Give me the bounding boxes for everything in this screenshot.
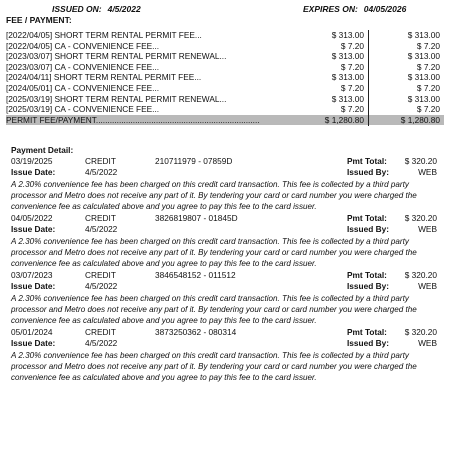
payment-reference: 3826819807 - 01845D — [155, 213, 238, 223]
expires-label: EXPIRES ON: — [303, 4, 358, 14]
payment-entry — [11, 213, 441, 269]
pmt-total-value: $ 320.20 — [404, 327, 437, 337]
fee-amount: $ 313.00 — [331, 51, 364, 62]
payment-method: CREDIT — [85, 213, 116, 223]
issue-date-value: 4/5/2022 — [85, 167, 118, 177]
pmt-total-label: Pmt Total: — [347, 213, 387, 223]
fee-amount: $ 313.00 — [331, 30, 364, 40]
payment-date: 04/05/2022 — [11, 213, 53, 223]
issue-date-value: 4/5/2022 — [85, 281, 118, 291]
issued-by-label: Issued By: — [347, 224, 389, 234]
fee-row — [6, 62, 444, 73]
issued-by-label: Issued By: — [347, 338, 389, 348]
payment-entry — [11, 270, 441, 326]
fee-paid: $ 7.20 — [416, 40, 440, 51]
fee-paid: $ 7.20 — [416, 61, 440, 72]
payment-detail-title: Payment Detail: — [11, 145, 74, 155]
pmt-total-label: Pmt Total: — [347, 270, 387, 280]
issued-value: 4/5/2022 — [107, 4, 141, 14]
fee-desc: [2023/03/07] CA - CONVENIENCE FEE... — [6, 61, 160, 72]
fee-total-paid: $ 1,280.80 — [400, 114, 440, 125]
fee-paid: $ 313.00 — [407, 51, 440, 62]
fee-paid: $ 7.20 — [416, 104, 440, 115]
convenience-fee-note: A 2.30% convenience fee has been charged on this credit card transaction. This fee is collected by a third party processor and Metro does not receive any part of it. By tendering your card or card number you were charged the convenience fee as calculated above and you agree to pay this fee to the card issuer. — [11, 351, 417, 382]
fee-total-amount: $ 1,280.80 — [324, 114, 364, 125]
payment-entry — [11, 156, 441, 212]
fee-desc: [2025/03/19] CA - CONVENIENCE FEE... — [6, 104, 160, 115]
issued-label: ISSUED ON: — [52, 4, 102, 14]
convenience-fee-note: A 2.30% convenience fee has been charged on this credit card transaction. This fee is collected by a third party processor and Metro does not receive any part of it. By tendering your card or card number you were charged the convenience fee as calculated above and you agree to pay this fee to the card issuer. — [11, 294, 417, 325]
fee-amount: $ 7.20 — [340, 104, 364, 115]
issued-by-label: Issued By: — [347, 167, 389, 177]
fee-row — [6, 83, 444, 94]
fee-total-desc: PERMIT FEE/PAYMENT....................................................................... — [6, 114, 260, 125]
fee-amount: $ 313.00 — [331, 93, 364, 104]
pmt-total-value: $ 320.20 — [404, 270, 437, 280]
fee-desc: [2025/03/19] SHORT TERM RENTAL PERMIT RENEWAL... — [6, 93, 227, 104]
fee-row — [6, 51, 444, 62]
pmt-total-label: Pmt Total: — [347, 327, 387, 337]
convenience-fee-note: A 2.30% convenience fee has been charged on this credit card transaction. This fee is collected by a third party processor and Metro does not receive any part of it. By tendering your card or card number you were charged the convenience fee as calculated above and you agree to pay this fee to the card issuer. — [11, 180, 417, 211]
issue-date-value: 4/5/2022 — [85, 224, 118, 234]
fee-total-row — [6, 115, 444, 126]
fee-desc: [2023/03/07] SHORT TERM RENTAL PERMIT RENEWAL... — [6, 51, 227, 62]
expires-on — [303, 4, 406, 14]
payment-entry — [11, 327, 441, 383]
issued-on — [52, 4, 141, 14]
issued-by-label: Issued By: — [347, 281, 389, 291]
expires-value: 04/05/2026 — [363, 4, 407, 14]
fee-paid: $ 313.00 — [407, 72, 440, 83]
issued-by-value: WEB — [418, 281, 437, 291]
pmt-total-value: $ 320.20 — [404, 156, 437, 166]
fee-table — [6, 30, 444, 125]
fee-paid: $ 313.00 — [407, 30, 440, 40]
pmt-total-value: $ 320.20 — [404, 213, 437, 223]
payment-date: 05/01/2024 — [11, 327, 53, 337]
fee-desc: [2022/04/05] SHORT TERM RENTAL PERMIT FEE... — [6, 30, 202, 40]
convenience-fee-note: A 2.30% convenience fee has been charged on this credit card transaction. This fee is collected by a third party processor and Metro does not receive any part of it. By tendering your card or card number you were charged the convenience fee as calculated above and you agree to pay this fee to the card issuer. — [11, 237, 417, 268]
issued-by-value: WEB — [418, 338, 437, 348]
fee-row — [6, 94, 444, 105]
issued-by-value: WEB — [418, 167, 437, 177]
fee-amount: $ 7.20 — [340, 82, 364, 93]
issue-date-label: Issue Date: — [11, 338, 56, 348]
fee-paid: $ 313.00 — [407, 93, 440, 104]
fee-payment-title: FEE / PAYMENT: — [6, 15, 72, 25]
payment-method: CREDIT — [85, 156, 116, 166]
fee-amount: $ 7.20 — [340, 61, 364, 72]
column-divider — [368, 30, 369, 126]
fee-row — [6, 72, 444, 83]
payment-reference: 210711979 - 07859D — [155, 156, 233, 166]
fee-paid: $ 7.20 — [416, 82, 440, 93]
issue-date-label: Issue Date: — [11, 281, 56, 291]
issued-by-value: WEB — [418, 224, 437, 234]
payment-reference: 3846548152 - 011512 — [155, 270, 236, 280]
payment-method: CREDIT — [85, 270, 116, 280]
payment-date: 03/07/2023 — [11, 270, 53, 280]
fee-amount: $ 313.00 — [331, 72, 364, 83]
issue-date-label: Issue Date: — [11, 224, 56, 234]
issue-date-value: 4/5/2022 — [85, 338, 118, 348]
fee-desc: [2024/04/11] SHORT TERM RENTAL PERMIT FEE... — [6, 72, 202, 83]
fee-row — [6, 104, 444, 115]
fee-row — [6, 41, 444, 52]
fee-amount: $ 7.20 — [340, 40, 364, 51]
pmt-total-label: Pmt Total: — [347, 156, 387, 166]
fee-row — [6, 30, 444, 41]
fee-desc: [2022/04/05] CA - CONVENIENCE FEE... — [6, 40, 160, 51]
payment-date: 03/19/2025 — [11, 156, 53, 166]
issue-date-label: Issue Date: — [11, 167, 56, 177]
payment-reference: 3873250362 - 080314 — [155, 327, 237, 337]
fee-desc: [2024/05/01] CA - CONVENIENCE FEE... — [6, 82, 160, 93]
payment-method: CREDIT — [85, 327, 116, 337]
